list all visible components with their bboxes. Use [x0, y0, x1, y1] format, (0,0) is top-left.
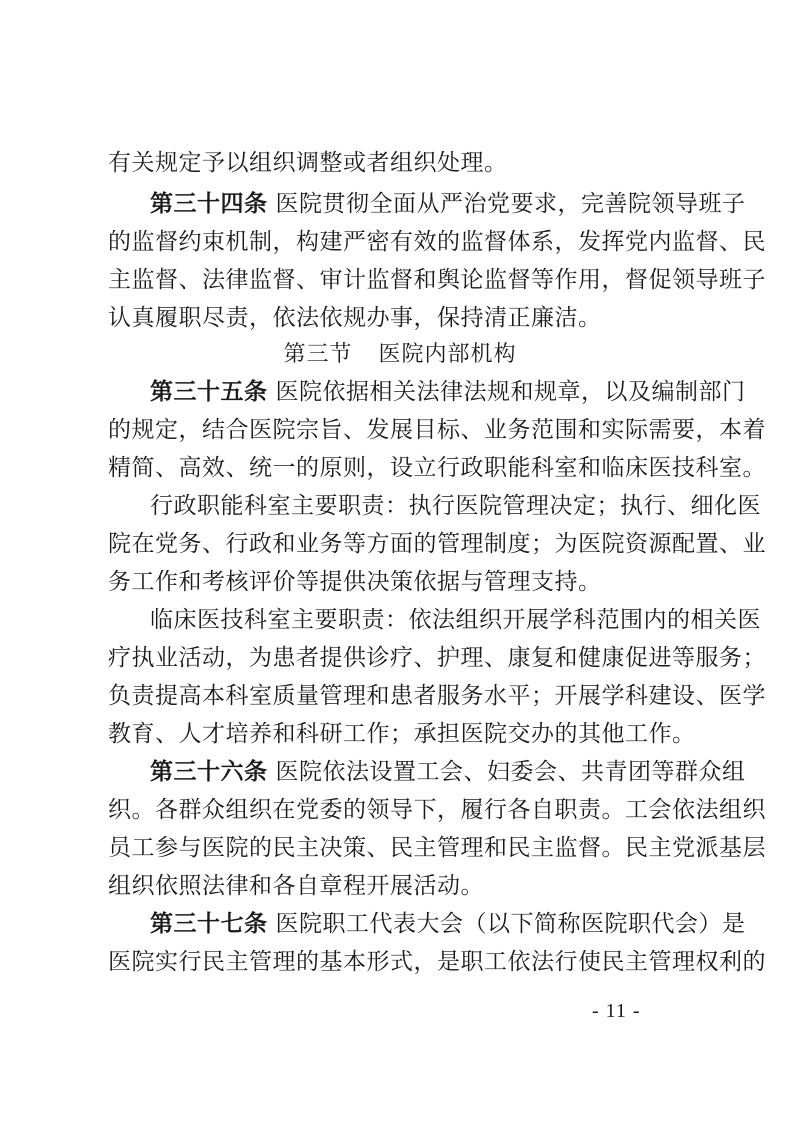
paragraph-line: 院在党务、行政和业务等方面的管理制度；为医院资源配置、业 — [108, 531, 766, 557]
paragraph-line: 精简、高效、统一的原则，设立行政职能科室和临床医技科室。 — [108, 455, 766, 481]
article-37-line — [150, 904, 746, 944]
section-number: 第三节 — [283, 342, 353, 367]
paragraph-line: 疗执业活动，为患者提供诊疗、护理、康复和健康促进等服务； — [108, 645, 766, 671]
article-36-line — [150, 752, 746, 792]
article-37-label: 第三十七条 — [150, 911, 268, 937]
article-35-label: 第三十五条 — [150, 379, 268, 405]
paragraph-line: 务工作和考核评价等提供决策依据与管理支持。 — [108, 569, 602, 595]
paragraph-line: 的监督约束机制，构建严密有效的监督体系，发挥党内监督、民 — [108, 229, 766, 255]
paragraph-line: 医院依据相关法律法规和规章，以及编制部门 — [275, 379, 746, 405]
article-34-label: 第三十四条 — [150, 191, 268, 217]
paragraph-line: 负责提高本科室质量管理和患者服务水平；开展学科建设、医学 — [108, 683, 766, 709]
paragraph-line: 主监督、法律监督、审计监督和舆论监督等作用，督促领导班子 — [108, 267, 766, 293]
section-title: 医院内部机构 — [378, 342, 517, 367]
paragraph-line: 织。各群众组织在党委的领导下，履行各自职责。工会依法组织 — [108, 797, 766, 823]
paragraph-line: 组织依照法律和各自章程开展活动。 — [108, 873, 484, 899]
paragraph-line: 临床医技科室主要职责：依法组织开展学科范围内的相关医 — [150, 607, 761, 633]
paragraph-line: 认真履职尽责，依法依规办事，保持清正廉洁。 — [108, 305, 602, 331]
article-36-label: 第三十六条 — [150, 759, 268, 785]
paragraph-line: 员工参与医院的民主决策、民主管理和民主监督。民主党派基层 — [108, 835, 766, 861]
paragraph-line: 医院依法设置工会、妇委会、共青团等群众组 — [275, 759, 746, 785]
paragraph-line: 医院贯彻全面从严治党要求，完善院领导班子 — [275, 191, 746, 217]
paragraph-line: 行政职能科室主要职责：执行医院管理决定；执行、细化医 — [150, 493, 761, 519]
paragraph-line: 的规定，结合医院宗旨、发展目标、业务范围和实际需要，本着 — [108, 417, 766, 443]
article-35-line — [150, 372, 746, 412]
paragraph-line: 教育、人才培养和科研工作；承担医院交办的其他工作。 — [108, 721, 696, 747]
section-heading — [0, 335, 800, 375]
page-number: - 11 - — [592, 1000, 641, 1022]
paragraph-line: 医院职工代表大会（以下简称医院职代会）是 — [275, 911, 746, 937]
paragraph-line: 医院实行民主管理的基本形式，是职工依法行使民主管理权利的 — [108, 949, 766, 975]
paragraph-line: 有关规定予以组织调整或者组织处理。 — [108, 150, 508, 176]
article-34-line — [150, 184, 746, 224]
